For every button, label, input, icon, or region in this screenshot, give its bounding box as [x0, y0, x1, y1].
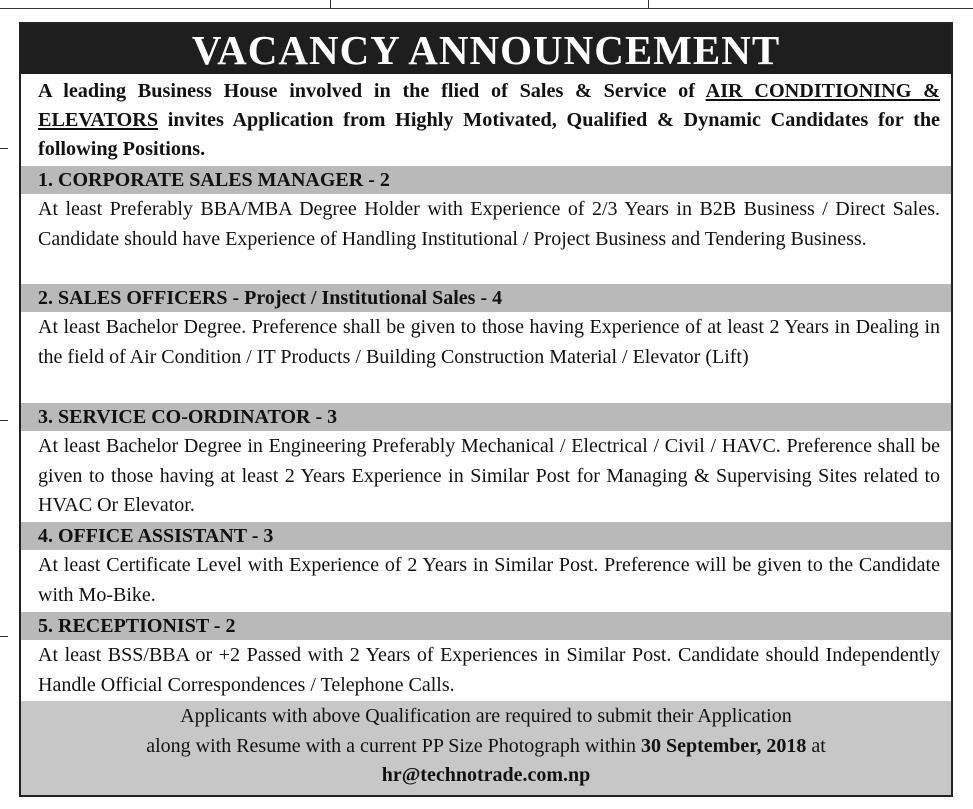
position-heading: 5. RECEPTIONIST - 2 [21, 612, 951, 640]
application-deadline: 30 September, 2018 [640, 734, 807, 757]
margin-mark [0, 420, 8, 421]
page-top-border [0, 0, 973, 9]
instructions-tail: at [811, 734, 826, 757]
intro-tail: invites Application from Highly Motivated, Qualified & Dynamic Candidates for the following Positions. [38, 109, 941, 160]
contact-email [21, 761, 951, 791]
position-block [21, 522, 951, 612]
position-description: At least BSS/BBA or +2 Passed with 2 Years of Experiences in Similar Post. Candidate should Independently Handle Official Correspondences / Telephone Calls. [38, 644, 940, 696]
margin-mark [0, 148, 8, 149]
position-block [21, 166, 951, 284]
position-description: At least Certificate Level with Experience of 2 Years in Similar Post. Preference will be given to the Candidate with Mo-Bike. [38, 554, 940, 606]
position-heading [21, 284, 951, 312]
email-address: hr@technotrade.com.np [381, 764, 591, 786]
position-description: At least Preferably BBA/MBA Degree Holder with Experience of 2/3 Years in B2B Business / Direct Sales. Candidate should have Experience of Handling Institutional / Project Business and Tendering Business. [38, 198, 940, 250]
ad-title: VACANCY ANNOUNCEMENT [21, 24, 951, 74]
column-divider [648, 0, 649, 8]
instructions-text: along with Resume with a current PP Size Photograph within [146, 734, 636, 757]
position-description: At least Bachelor Degree. Preference shall be given to those having Experience of at least 2 Years in Dealing in the field of Air Condition / IT Products / Building Construction Material / Elevator (Lift) [38, 316, 940, 368]
position-heading: 1. CORPORATE SALES MANAGER - 2 [21, 166, 951, 194]
intro-lead: A leading Business House involved in the flied of Sales & Service of [38, 80, 695, 102]
margin-mark [0, 636, 8, 637]
application-instructions [21, 701, 951, 797]
position-block [21, 403, 951, 522]
instructions-line-1: Applicants with above Qualification are required to submit their Application [180, 705, 792, 727]
position-description: At least Bachelor Degree in Engineering Preferably Mechanical / Electrical / Civil / HAVC. Preference shall be given to those having at least 2 Years Experience in Similar Post for Managing & Supervising Sites related to HVAC Or Elevator. [38, 435, 940, 516]
position-heading: 4. OFFICE ASSISTANT - 3 [21, 522, 951, 550]
vacancy-advertisement [19, 22, 953, 797]
intro-products: AIR CONDITIONING & ELEVATORS [38, 80, 940, 131]
instructions-line-2 [21, 732, 951, 762]
position-block [21, 612, 951, 701]
intro-paragraph [21, 74, 951, 166]
position-block [21, 284, 951, 403]
position-heading: 3. SERVICE CO-ORDINATOR - 3 [21, 403, 951, 431]
position-heading-title: 2. SALES OFFICERS - Project / Institutional Sales - 4 [38, 287, 503, 309]
column-divider [330, 0, 331, 8]
